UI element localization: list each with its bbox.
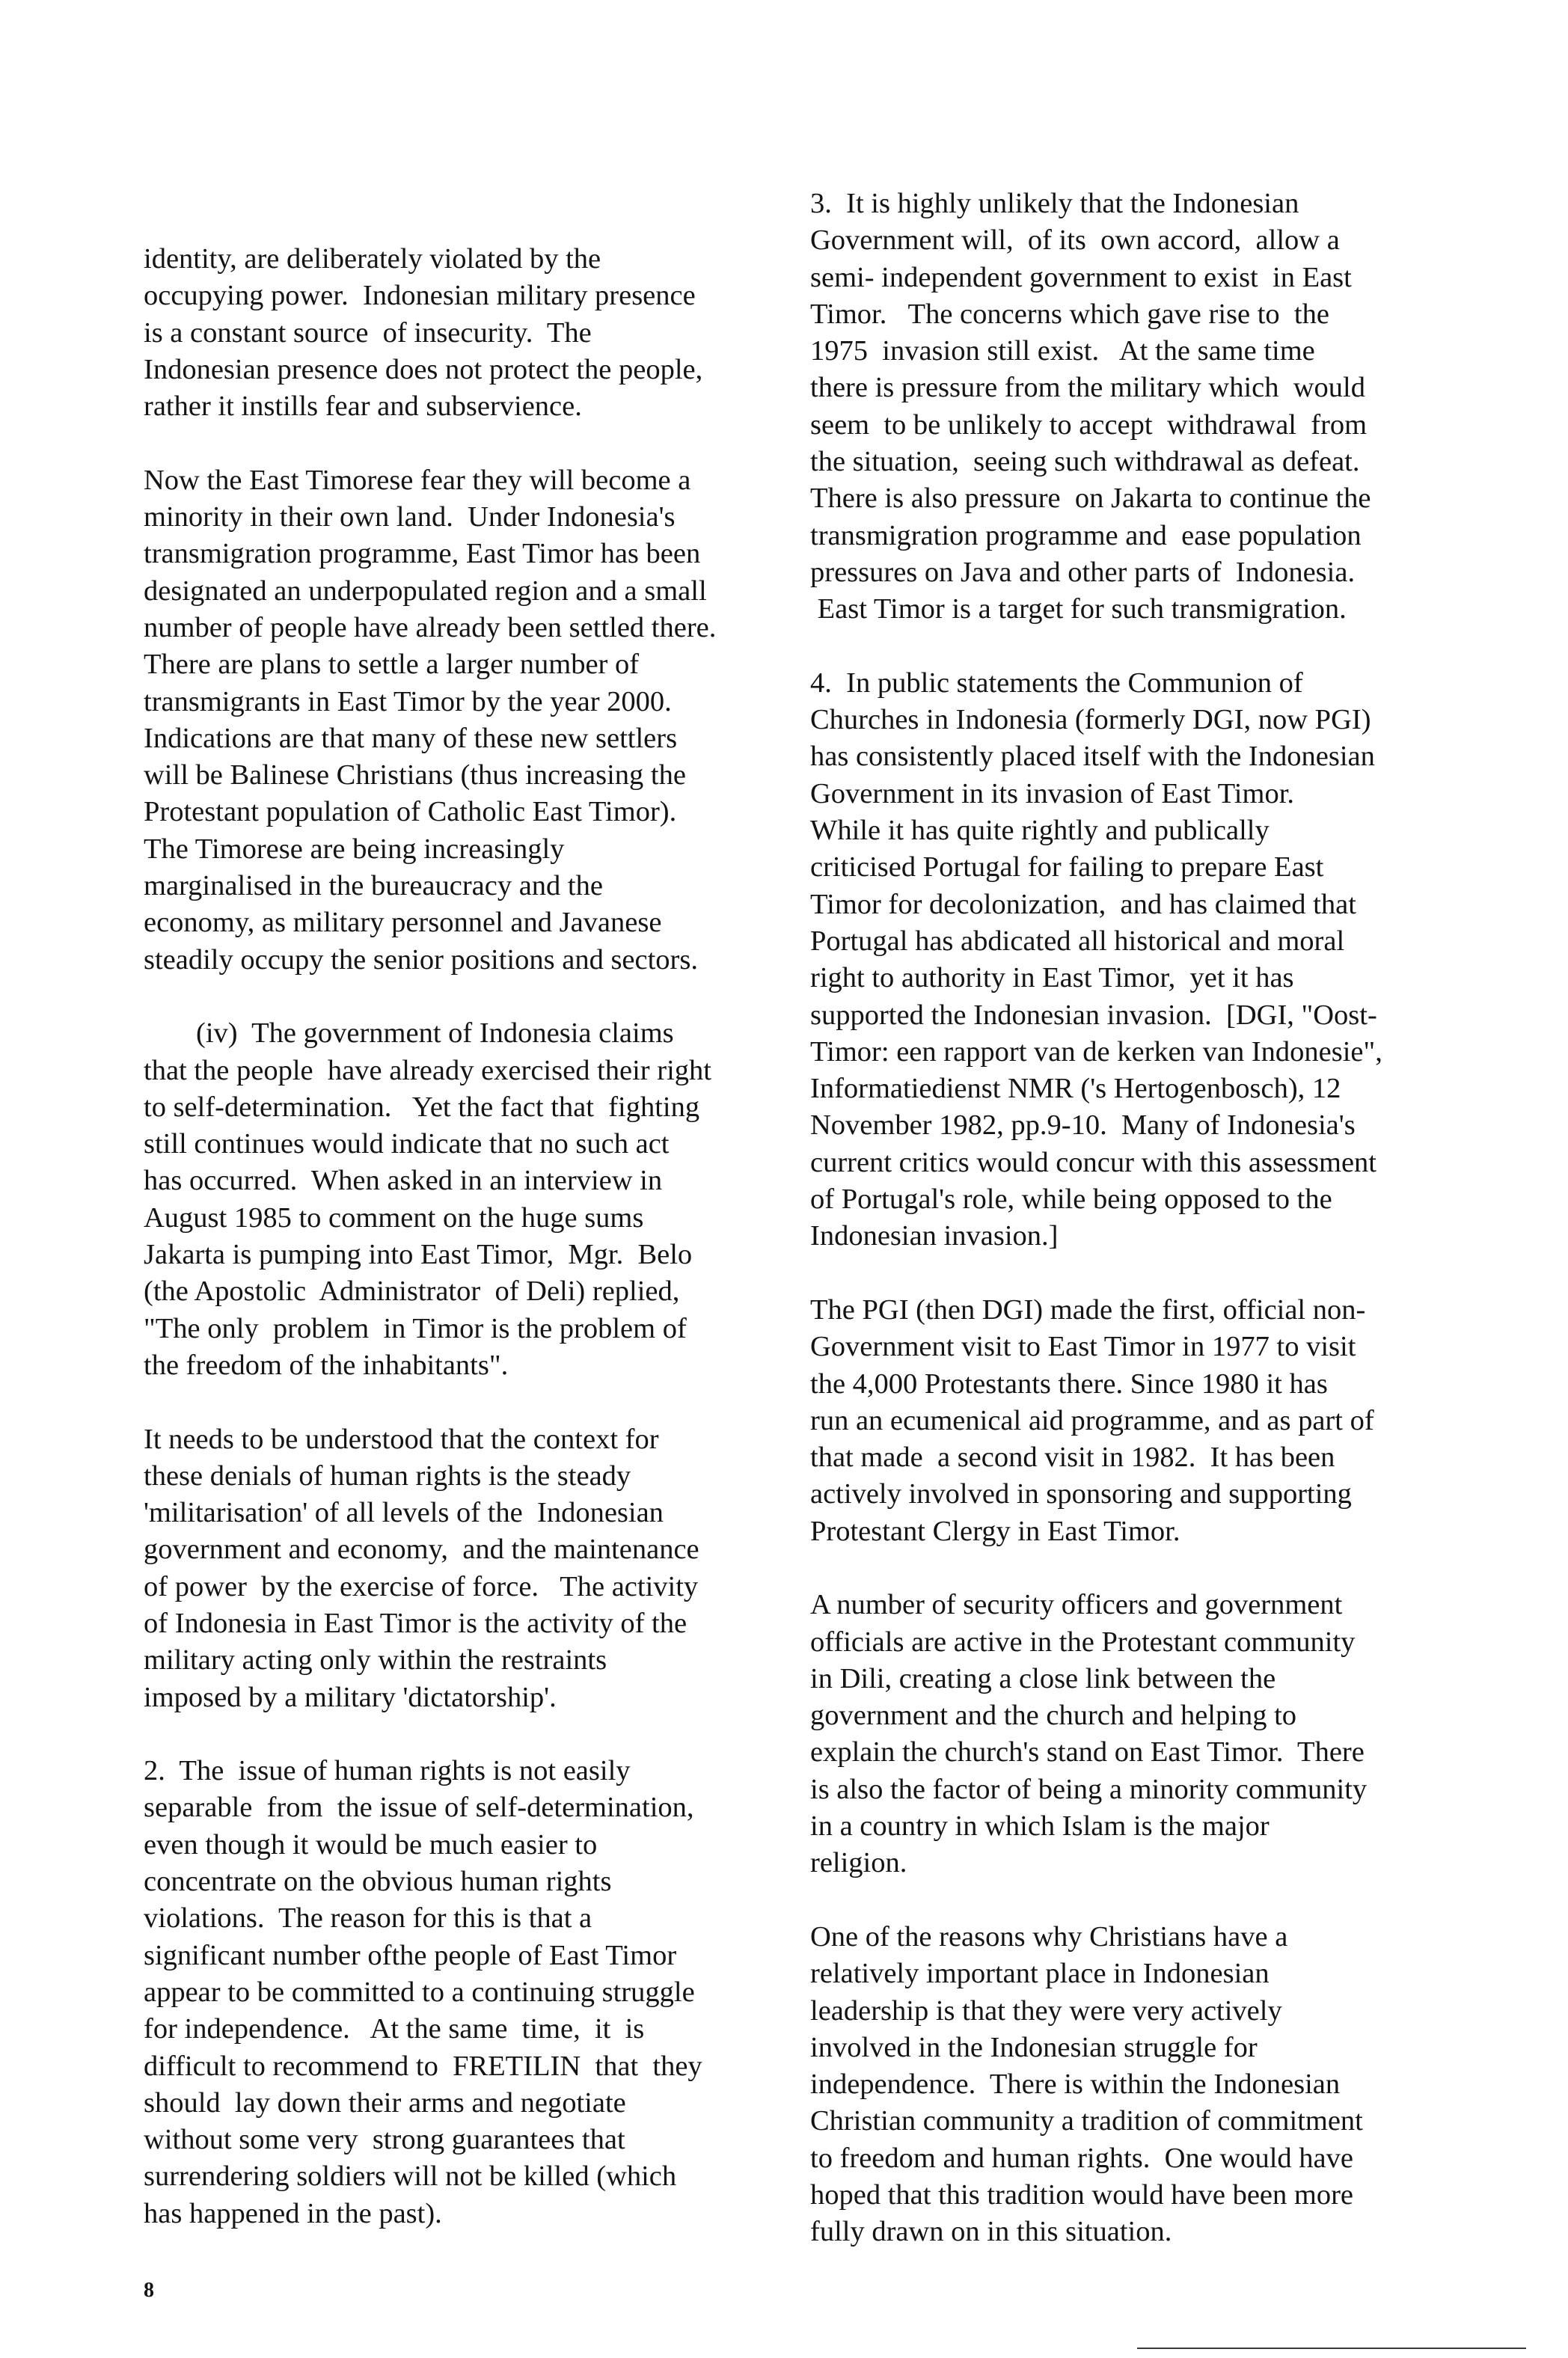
text-line: government and economy, and the maintenance [144,1534,699,1566]
text-line: of Portugal's role, while being opposed to the [810,1183,1332,1216]
text-line: Timor: een rapport van de kerken van Indonesie", [810,1035,1382,1068]
text-line: significant number ofthe people of East Timor [144,1939,677,1971]
text-line: is a constant source of insecurity. The [144,316,592,349]
text-line: Protestant Clergy in East Timor. [810,1515,1180,1547]
text-line: Government in its invasion of East Timor. [810,777,1295,809]
text-line: Churches in Indonesia (formerly DGI, now PGI) [810,704,1371,736]
text-line: economy, as military personnel and Javanese [144,907,662,939]
text-line: hoped that this tradition would have been more [810,2179,1353,2211]
text-line: difficult to recommend to FRETILIN that they [144,2050,702,2082]
text-line: explain the church's stand on East Timor. There [810,1736,1365,1768]
text-line: violations. The reason for this is that a [144,1902,592,1935]
text-line: that made a second visit in 1982. It has been [810,1442,1335,1474]
text-line: identity, are deliberately violated by the [144,243,601,275]
text-line: to freedom and human rights. One would have [810,2142,1353,2174]
text-line: designated an underpopulated region and a small [144,575,707,607]
text-line: Government will, of its own accord, allow a [810,224,1340,257]
text-line: these denials of human rights is the steady [144,1460,631,1492]
text-line: transmigration programme and ease population [810,519,1362,551]
text-line: surrendering soldiers will not be killed (which [144,2161,677,2193]
text-line: 3. It is highly unlikely that the Indonesian [810,188,1299,219]
page-number: 8 [144,2279,154,2302]
text-line: Indonesian invasion.] [810,1220,1059,1252]
text-line: 'militarisation' of all levels of the Indonesian [144,1497,664,1529]
text-line: criticised Portugal for failing to prepare East [810,851,1324,884]
text-line: still continues would indicate that no such act [144,1128,670,1160]
text-line: has consistently placed itself with the Indonesian [810,741,1375,773]
text-line: in Dili, creating a close link between the [810,1662,1276,1694]
text-line: the situation, seeing such withdrawal as defeat. [810,446,1360,478]
text-line: there is pressure from the military which would [810,372,1366,404]
text-line: Indonesian presence does not protect the people, [144,353,703,385]
text-line: Timor for decolonization, and has claimed that [810,888,1356,920]
text-line: in a country in which Islam is the major [810,1810,1270,1843]
left-column [144,241,787,2232]
text-line: Portugal has abdicated all historical and moral [810,925,1345,957]
text-line: 1975 invasion still exist. At the same time [810,335,1315,367]
text-line: number of people have already been settled there. [144,611,717,643]
text-line: rather it instills fear and subservience. [144,391,582,423]
text-line: November 1982, pp.9-10. Many of Indonesia's [810,1109,1356,1142]
text-line: will be Balinese Christians (thus increasing the [144,759,686,791]
text-line: concentrate on the obvious human rights [144,1866,612,1898]
text-line: "The only problem in Timor is the problem of [144,1312,687,1344]
text-line: fully drawn on in this situation. [810,2216,1172,2248]
text-line: pressures on Java and other parts of Indonesia. [810,556,1356,588]
text-line: of power by the exercise of force. The activity [144,1570,699,1602]
text-line: A number of security officers and government [810,1589,1343,1621]
right-column [810,186,1483,2251]
text-line: There are plans to settle a larger number of [144,649,640,681]
text-line: Christian community a tradition of commitment [810,2105,1363,2137]
text-line: that the people have already exercised their right [144,1054,711,1086]
text-line: The Timorese are being increasingly [144,833,565,865]
text-line: the 4,000 Protestants there. Since 1980 it has [810,1368,1328,1400]
bottom-rule [1137,2348,1526,2349]
text-line: steadily occupy the senior positions and sectors. [144,943,698,976]
text-line: Informatiedienst NMR ('s Hertogenbosch), 12 [810,1073,1341,1105]
text-line: 2. The issue of human rights is not easily [144,1755,631,1787]
text-line: There is also pressure on Jakarta to continue the [810,483,1371,515]
text-line: officials are active in the Protestant community [810,1626,1356,1658]
text-line: government and the church and helping to [810,1700,1297,1732]
text-line: relatively important place in Indonesian [810,1958,1270,1990]
text-line: It needs to be understood that the context for [144,1423,659,1455]
text-line: One of the reasons why Christians have a [810,1920,1288,1953]
text-line: supported the Indonesian invasion. [DGI, "Oost- [810,999,1377,1031]
text-line: transmigrants in East Timor by the year 2000. [144,685,672,717]
text-line: has happened in the past). [144,2197,442,2229]
text-line: separable from the issue of self-determination, [144,1792,694,1824]
text-line: is also the factor of being a minority community [810,1773,1368,1805]
text-line: (iv) The government of Indonesia claims [196,1017,674,1050]
text-line: Indications are that many of these new settlers [144,722,678,754]
text-line: of Indonesia in East Timor is the activity of the [144,1607,687,1639]
text-line: right to authority in East Timor, yet it has [810,962,1294,994]
text-line: appear to be committed to a continuing struggle [144,1976,695,2008]
text-line: 4. In public statements the Communion of [810,667,1303,699]
text-line: independence. There is within the Indonesian [810,2068,1341,2101]
text-line: leadership is that they were very actively [810,1994,1282,2027]
text-line: transmigration programme, East Timor has been [144,538,701,570]
text-line: East Timor is a target for such transmigration. [810,593,1347,625]
text-line: has occurred. When asked in an interview in [144,1165,663,1197]
text-line: semi- independent government to exist in East [810,261,1352,293]
text-line: seem to be unlikely to accept withdrawal from [810,408,1368,441]
text-line: Jakarta is pumping into East Timor, Mgr. Belo [144,1239,693,1271]
text-line: to self-determination. Yet the fact that fighting [144,1091,700,1123]
text-line: religion. [810,1847,907,1879]
text-line: current critics would concur with this assessment [810,1146,1376,1178]
text-line: even though it would be much easier to [144,1828,598,1861]
text-line: for independence. At the same time, it is [144,2013,645,2045]
text-line: Government visit to East Timor in 1977 to visit [810,1331,1356,1363]
text-line: The PGI (then DGI) made the first, official non- [810,1293,1366,1326]
text-line: imposed by a military 'dictatorship'. [144,1681,557,1713]
text-line: actively involved in sponsoring and supporting [810,1478,1352,1510]
text-line: involved in the Indonesian struggle for [810,2031,1258,2063]
text-line: marginalised in the bureaucracy and the [144,870,603,902]
text-line: minority in their own land. Under Indonesia's [144,501,676,533]
text-line: Protestant population of Catholic East Timor). [144,796,677,828]
text-line: While it has quite rightly and publically [810,815,1270,847]
text-line: Timor. The concerns which gave rise to the [810,298,1329,330]
text-line: August 1985 to comment on the huge sums [144,1201,644,1234]
text-line: occupying power. Indonesian military presence [144,280,696,312]
text-line: should lay down their arms and negotiate [144,2086,626,2119]
text-line: the freedom of the inhabitants". [144,1349,509,1381]
text-line: (the Apostolic Administrator of Deli) replied, [144,1276,680,1308]
text-line: Now the East Timorese fear they will become a [144,464,691,496]
text-line: run an ecumenical aid programme, and as part of [810,1404,1374,1436]
text-line: without some very strong guarantees that [144,2124,625,2156]
text-line: military acting only within the restraints [144,1644,607,1676]
